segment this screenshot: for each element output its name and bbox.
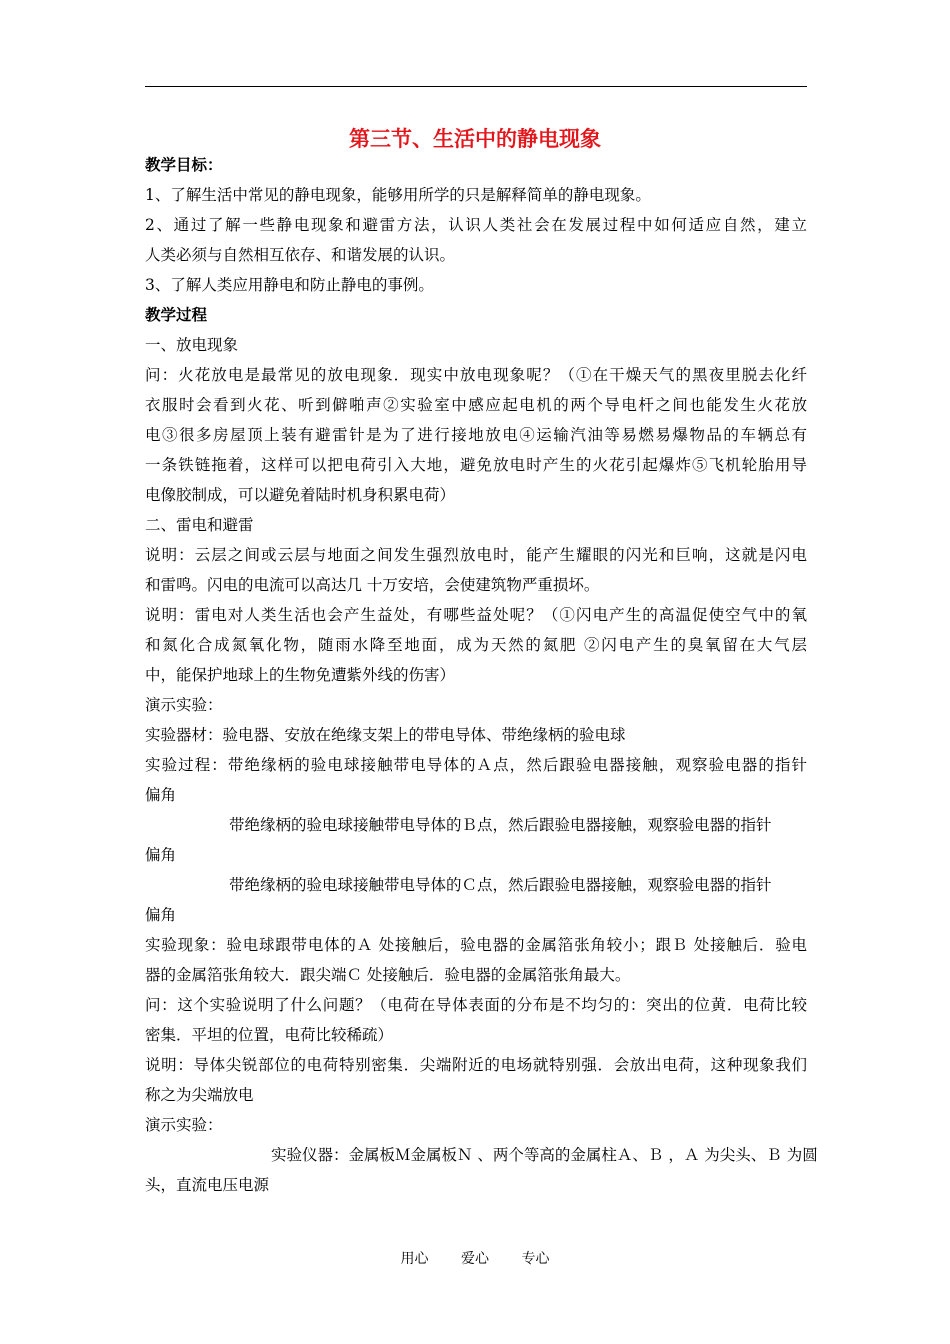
- text-line: 实验器材：验电器、安放在绝缘支架上的带电导体、带绝缘柄的验电球: [145, 726, 626, 744]
- header-rule: [145, 86, 807, 87]
- text-line: 器的金属箔张角较大．跟尖端Ｃ 处接触后．验电器的金属箔张角最大。: [145, 966, 631, 984]
- text-line: 一条铁链拖着，这样可以把电荷引入大地，避免放电时产生的火花引起爆炸⑤飞机轮胎用导: [145, 456, 807, 474]
- text-line: 3、了解人类应用静电和防止静电的事例。: [145, 276, 434, 294]
- text-line: 演示实验：: [145, 1116, 223, 1134]
- text-line: 带绝缘柄的验电球接触带电导体的Ｂ点，然后跟验电器接触，观察验电器的指针: [229, 816, 772, 834]
- text-line: 说明：雷电对人类生活也会产生益处，有哪些益处呢？（①闪电产生的高温促使空气中的氧: [145, 606, 807, 624]
- text-line: 说明：云层之间或云层与地面之间发生强烈放电时，能产生耀眼的闪光和巨响，这就是闪电: [145, 546, 807, 564]
- text-line: 说明：导体尖锐部位的电荷特别密集．尖端附近的电场就特别强．会放出电荷，这种现象我们: [145, 1056, 807, 1074]
- text-line: 问：这个实验说明了什么问题？（电荷在导体表面的分布是不均匀的：突出的位黄．电荷比较: [145, 996, 807, 1014]
- text-line: 电像胶制成，可以避免着陆时机身积累电荷）: [145, 486, 456, 504]
- text-line: 头，直流电压电源: [145, 1176, 270, 1194]
- text-line: 带绝缘柄的验电球接触带电导体的Ｃ点，然后跟验电器接触，观察验电器的指针: [229, 876, 772, 894]
- page-footer: [0, 1248, 950, 1268]
- text-line: 偏角: [145, 786, 177, 804]
- text-line: 和雷鸣。闪电的电流可以高达几 十万安培，会使建筑物严重损坏。: [145, 576, 600, 594]
- text-line: 中，能保护地球上的生物免遭紫外线的伤害）: [145, 666, 456, 684]
- text-line: 电③很多房屋顶上装有避雷针是为了进行接地放电④运输汽油等易燃易爆物品的车辆总有: [145, 426, 807, 444]
- document-body: [145, 150, 818, 1200]
- text-line: 实验现象：验电球跟带电体的Ａ 处接触后，验电器的金属箔张角较小；跟Ｂ 处接触后．验电: [145, 936, 807, 954]
- text-line: 衣服时会看到火花、听到僻啪声②实验室中感应起电机的两个导电杆之间也能发生火花放: [145, 396, 807, 414]
- section-heading: 教学目标：: [145, 156, 223, 174]
- text-line: 实验仪器：金属板Ｍ金属板Ｎ 、两个等高的金属柱Ａ、Ｂ ，Ａ 为尖头、Ｂ 为圆: [271, 1146, 818, 1164]
- text-line: 实验过程：带绝缘柄的验电球接触带电导体的Ａ点，然后跟验电器接触，观察验电器的指针: [145, 756, 807, 774]
- text-line: 2、通过了解一些静电现象和避雷方法，认识人类社会在发展过程中如何适应自然，建立: [145, 216, 807, 234]
- text-line: 偏角: [145, 846, 177, 864]
- text-line: 密集．平坦的位置，电荷比较稀疏）: [145, 1026, 394, 1044]
- text-line: 一、放电现象: [145, 336, 239, 354]
- page-title: 第三节、生活中的静电现象: [349, 127, 601, 151]
- footer-text-3: 专心: [521, 1251, 550, 1267]
- text-line: 1、了解生活中常见的静电现象，能够用所学的只是解释简单的静电现象。: [145, 186, 651, 204]
- footer-text-1: 用心: [400, 1251, 429, 1267]
- text-line: 问：火花放电是最常见的放电现象．现实中放电现象呢？（①在干燥天气的黑夜里脱去化纤: [145, 366, 807, 384]
- text-line: 演示实验：: [145, 696, 223, 714]
- footer-text-2: 爱心: [461, 1251, 489, 1267]
- text-line: 和氮化合成氮氧化物，随雨水降至地面，成为天然的氮肥 ②闪电产生的臭氧留在大气层: [145, 636, 807, 654]
- text-line: 二、雷电和避雷: [145, 516, 254, 534]
- text-line: 称之为尖端放电: [145, 1086, 254, 1104]
- text-line: 偏角: [145, 906, 177, 924]
- section-heading: 教学过程: [145, 306, 208, 324]
- text-line: 人类必须与自然相互依存、和谐发展的认识。: [145, 246, 456, 264]
